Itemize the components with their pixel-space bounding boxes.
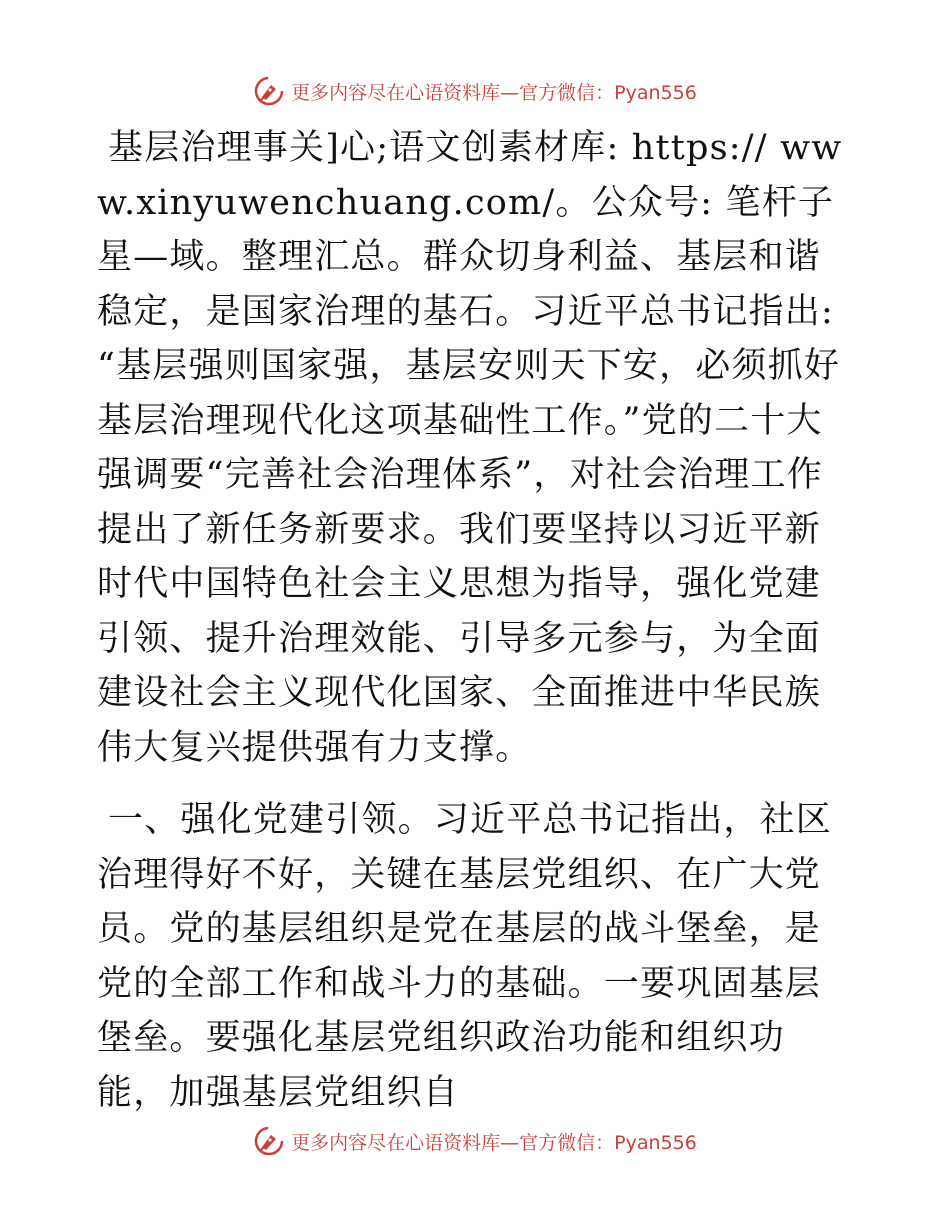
paragraph-intro: 基层治理事关]心;语文创素材库: https:// www.xinyuwenchuang.com/。公众号: 笔杆子星—域。整理汇总。群众切身利益、基层和谐稳定，是国家治理的基石。习近平总书记指出: “基层强则国家强，基层安则天下安，必须抓好基层治理现代化这项基础性工作。”党的二十大强调要“完善社会治理体系”，对社会治理工作提出了新任务新要求。我们要坚持以习近平新时代中国特色社会主义思想为指导，强化党建引领、提升治理效能、引导多元参与，为全面建设社会主义现代化国家、全面推进中华民族伟大复兴提供强有力支撑。 [97,128,843,768]
paragraph-section-one: 一、强化党建引领。习近平总书记指出，社区治理得好不好，关键在基层党组织、在广大党员。党的基层组织是党在基层的战斗堡垒，是党的全部工作和战斗力的基础。一要巩固基层堡垒。要强化基层党组织政治功能和组织功能，加强基层党组织自 [97,800,833,1113]
pen-nib-logo-icon [253,75,285,107]
header-watermark-banner [0,71,950,111]
footer-banner-text: 更多内容尽在心语资料库—官方微信：Pyan556 [291,1131,697,1154]
footer-watermark-banner [0,1121,950,1161]
header-banner-text: 更多内容尽在心语资料库—官方微信：Pyan556 [291,81,697,104]
pen-nib-logo-icon [253,1125,285,1157]
document-body [97,121,857,1120]
